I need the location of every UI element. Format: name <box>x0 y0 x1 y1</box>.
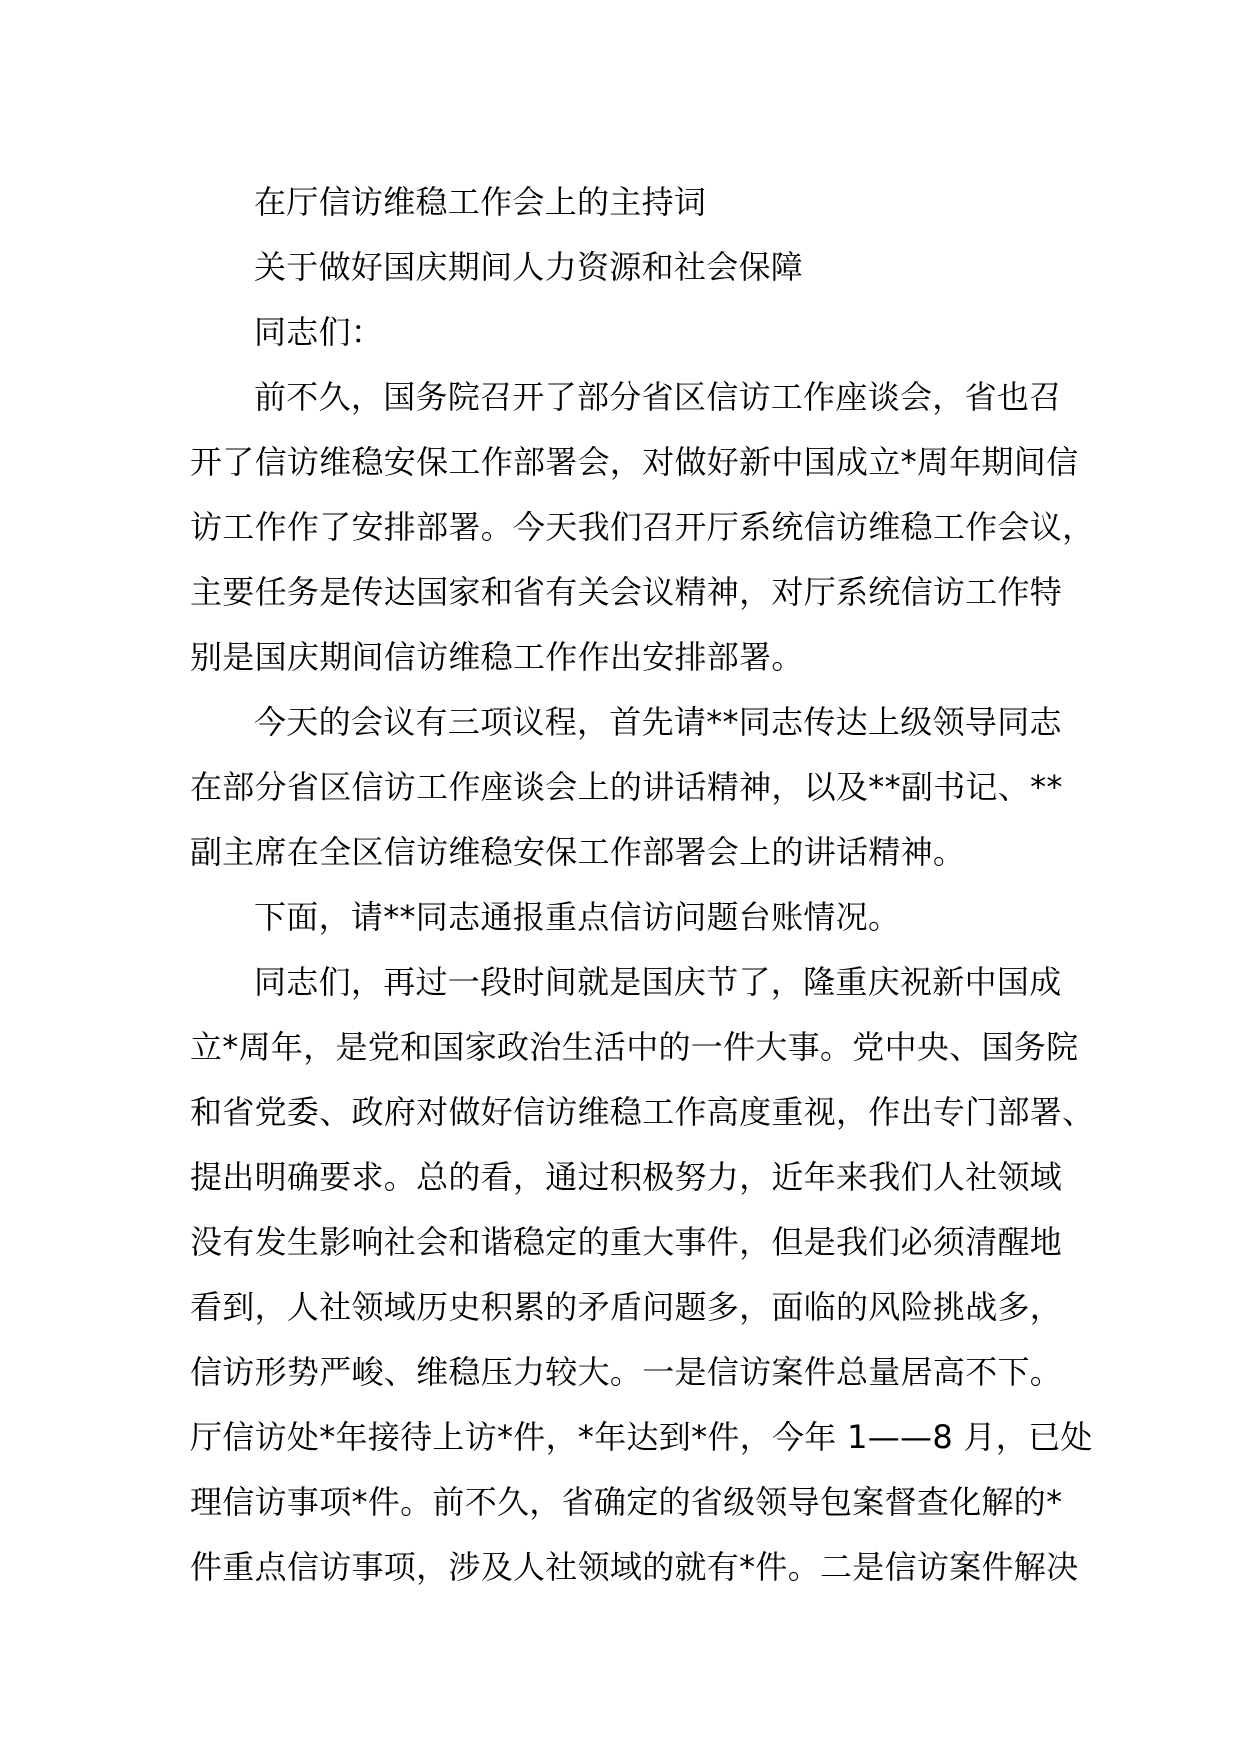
text-line: 主要任务是传达国家和省有关会议精神，对厅系统信访工作特 <box>190 573 1063 611</box>
text-line: 信访形势严峻、维稳压力较大。一是信访案件总量居高不下。 <box>190 1353 1063 1391</box>
heading-line-1 <box>190 170 1090 235</box>
paragraph <box>190 365 1095 690</box>
salutation <box>190 300 1090 365</box>
text-line: 访工作作了安排部署。今天我们召开厅系统信访维稳工作会议， <box>190 508 1095 546</box>
text-line: 在部分省区信访工作座谈会上的讲话精神，以及**副书记、** <box>190 768 1063 806</box>
document-body <box>190 170 1095 1600</box>
text-line: 看到，人社领域历史积累的矛盾问题多，面临的风险挑战多， <box>190 1288 1063 1326</box>
text-line: 和省党委、政府对做好信访维稳工作高度重视，作出专门部署、 <box>190 1093 1095 1131</box>
heading-line-2 <box>190 235 1090 300</box>
paragraph <box>190 690 1090 885</box>
text-line: 开了信访维稳安保工作部署会，对做好新中国成立*周年期间信 <box>190 443 1079 481</box>
text-line: 件重点信访事项，涉及人社领域的就有*件。二是信访案件解决 <box>190 1548 1079 1586</box>
text-line: 前不久，国务院召开了部分省区信访工作座谈会，省也召 <box>254 378 1062 416</box>
text-line: 提出明确要求。总的看，通过积极努力，近年来我们人社领域 <box>190 1158 1063 1196</box>
text-line: 理信访事项*件。前不久，省确定的省级领导包案督查化解的* <box>190 1483 1063 1521</box>
text-line: 下面，请**同志通报重点信访问题台账情况。 <box>254 898 901 936</box>
paragraph <box>190 950 1095 1600</box>
text-line: 同志们，再过一段时间就是国庆节了，隆重庆祝新中国成 <box>254 963 1062 1001</box>
text-line: 立*周年，是党和国家政治生活中的一件大事。党中央、国务院 <box>190 1028 1079 1066</box>
text-line: 别是国庆期间信访维稳工作作出安排部署。 <box>190 638 804 676</box>
text-line: 副主席在全区信访维稳安保工作部署会上的讲话精神。 <box>190 833 966 871</box>
text-line: 在厅信访维稳工作会上的主持词 <box>254 183 707 221</box>
text-line: 关于做好国庆期间人力资源和社会保障 <box>254 248 804 286</box>
text-line: 没有发生影响社会和谐稳定的重大事件，但是我们必须清醒地 <box>190 1223 1063 1261</box>
text-line: 今天的会议有三项议程，首先请**同志传达上级领导同志 <box>254 703 1062 741</box>
text-line: 厅信访处*年接待上访*件，*年达到*件，今年 1——8 月，已处 <box>190 1418 1093 1456</box>
paragraph <box>190 885 1090 950</box>
text-line: 同志们： <box>254 313 384 351</box>
